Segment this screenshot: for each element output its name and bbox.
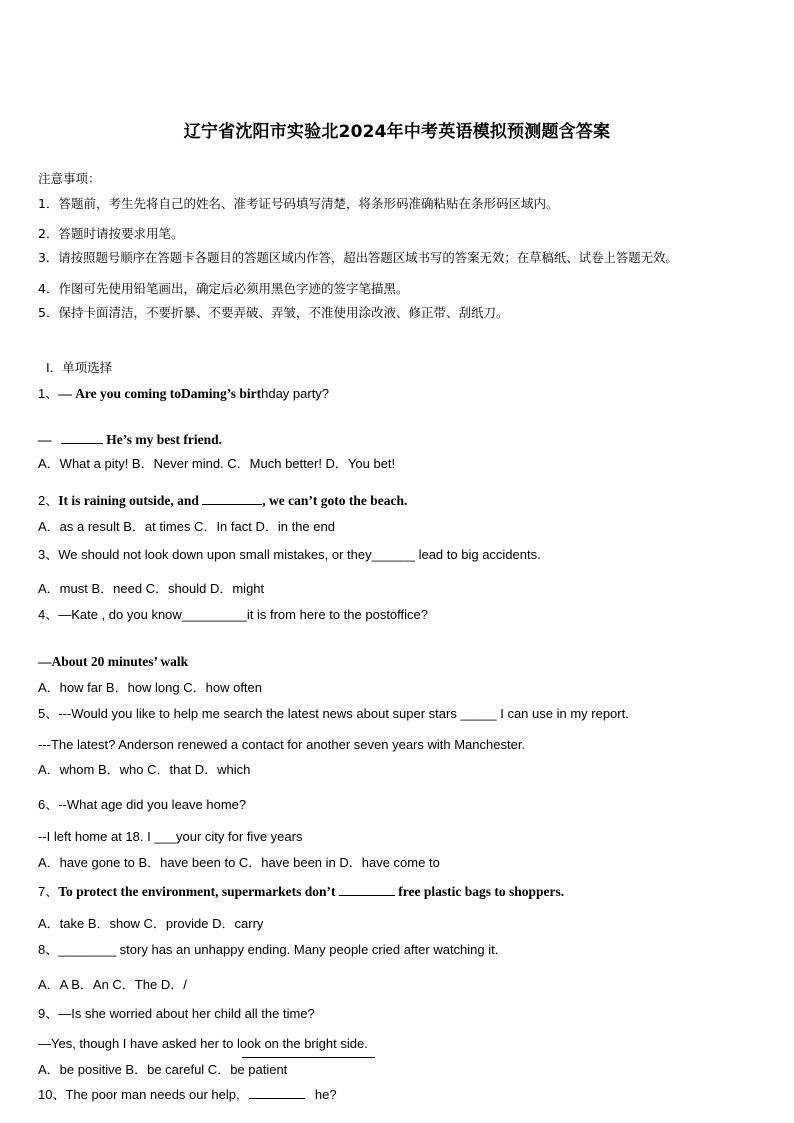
page-title: 辽宁省沈阳市实验北2024年中考英语模拟预测题含答案 [183,122,611,142]
question-text: hday party? [261,386,330,401]
answer-blank[interactable] [202,492,262,505]
question-7-options: A．take B．show C．provide D．carry [38,916,264,931]
question-4-answer: —About 20 minutes’ walk [38,654,189,669]
question-3-options: A．must B．need C．should D．might [38,581,265,596]
question-text-b: free plastic bags to shoppers. [394,884,565,899]
question-3-stem: 3、We should not look down upon small mistakes, or they______ lead to big accidents. [38,547,541,562]
question-1-dialogue [38,431,222,448]
question-1-stem [38,386,329,402]
dialogue-text: He’s my best friend. [102,432,222,447]
question-text-a: To protect the environment, supermarkets don’t [58,884,339,899]
question-6-options: A．have gone to B．have been to C．have been in D．have come to [38,855,440,870]
dialogue-dash: — [38,432,55,447]
notice-item-4: 4．作图可先使用铅笔画出，确定后必须用黑色字迹的签字笔描黑。 [38,281,409,296]
question-9-options: A．be positive B．be careful C．be patient [38,1062,288,1077]
question-number: 1、 [38,386,59,401]
question-text-a: 10、The poor man needs our help, [38,1087,244,1102]
question-5-stem: 5、---Would you like to help me search the latest news about super stars _____ I can use in my report. [38,706,629,721]
question-text-bold: — Are you coming toDaming’s birt [58,386,262,401]
answer-blank[interactable] [249,1086,305,1099]
answer-blank[interactable] [61,431,103,444]
question-6-stem: 6、--What age did you leave home? [38,797,247,812]
question-text-a: It is raining outside, and [58,493,203,508]
question-1-options: A．What a pity! B．Never mind. C．Much better! D．You bet! [38,456,396,471]
question-text-b: , we can’t goto the beach. [262,493,408,508]
question-5-answer: ---The latest? Anderson renewed a contact for another seven years with Manchester. [38,737,526,752]
question-4-stem: 4、—Kate , do you know_________it is from here to the postoffice? [38,607,428,622]
question-2-options: A．as a result B．at times C．In fact D．in the end [38,519,335,534]
question-5-options: A．whom B．who C．that D．which [38,762,251,777]
question-4-options: A．how far B．how long C．how often [38,680,262,695]
answer-blank[interactable] [339,883,395,896]
question-7-stem [38,883,564,900]
notice-item-2: 2．答题时请按要求用笔。 [38,226,184,241]
notice-heading: 注意事项： [38,171,101,186]
question-text-b: he? [311,1087,337,1102]
notice-item-5: 5．保持卡面清洁，不要折暴、不要弄破、弄皱，不准使用涂改液、修正带、刮纸刀。 [38,305,509,320]
question-9-answer: —Yes, though I have asked her to look on the bright side. [38,1036,368,1051]
question-9-stem: 9、—Is she worried about her child all the time? [38,1006,315,1021]
question-6-answer: --I left home at 18. I ___your city for five years [38,829,303,844]
section-heading: Ⅰ．单项选择 [46,360,113,375]
question-10-stem [38,1086,337,1103]
divider-rule [242,1057,375,1058]
question-8-stem: 8、________ story has an unhappy ending. Many people cried after watching it. [38,942,499,957]
question-8-options: A．A B．An C．The D．/ [38,977,187,992]
question-number: 2、 [38,493,59,508]
question-number: 7、 [38,884,59,899]
question-2-stem [38,492,407,509]
notice-item-3: 3．请按照题号顺序在答题卡各题目的答题区域内作答，超出答题区域书写的答案无效；在草稿纸、试卷上答题无效。 [38,250,678,265]
notice-item-1: 1．答题前，考生先将自己的姓名、准考证号码填写清楚，将条形码准确粘贴在条形码区域内。 [38,196,559,211]
